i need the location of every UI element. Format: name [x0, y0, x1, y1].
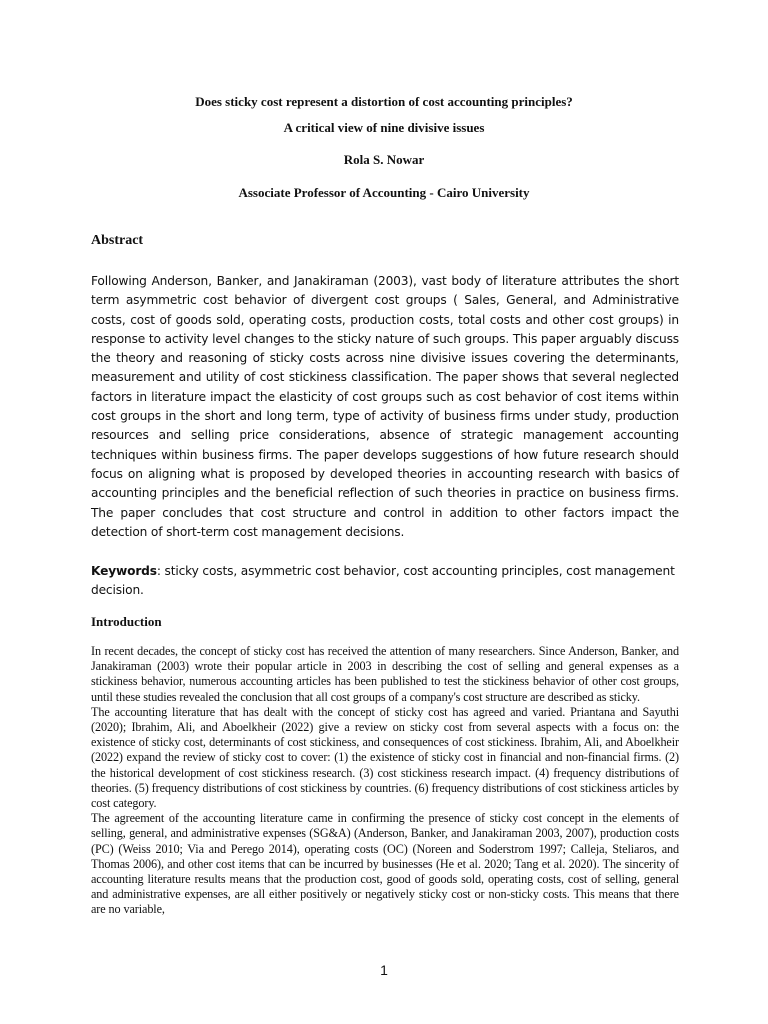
abstract-body: Following Anderson, Banker, and Janakiraman (2003), vast body of literature attributes the short term asymmetric cost behavior of divergent cost groups ( Sales, General, and Administrative costs, cost of goods sold, operating costs, production costs, total costs and other cost groups) in response to activity level changes to the sticky nature of such groups. This paper arguably discuss the theory and reasoning of sticky costs across nine divisive issues covering the determinants, measurement and utility of cost stickiness classification. The paper shows that several neglected factors in literature impact the elasticity of cost groups such as cost behavior of cost items within cost groups in the short and long term, type of activity of business firms under study, production resources and selling price considerations, absence of strategic management accounting techniques within business firms. The paper develops suggestions of how future research should focus on aligning what is proposed by developed theories in accounting research with basics of accounting principles and the beneficial reflection of such theories in practice on business firms. The paper concludes that cost structure and control in addition to other factors impact the detection of short-term cost management decisions.	[91, 274, 679, 539]
introduction-heading: Introduction	[91, 614, 162, 629]
author-name: Rola S. Nowar	[343, 152, 425, 167]
introduction-body	[91, 644, 679, 918]
keywords-label: Keywords	[91, 564, 157, 578]
abstract-heading: Abstract	[91, 233, 144, 248]
introduction-paragraph: The agreement of the accounting literature came in confirming the presence of sticky cost concept in the elements of selling, general, and administrative expenses (SG&A) (Anderson, Banker, and Janakiraman 2003, 2007), production costs (PC) (Weiss 2010; Via and Perego 2014), operating costs (OC) (Noreen and Soderstrom 1997; Calleja, Steliaros, and Thomas 2006), and other cost items that can be incurred by businesses (He et al. 2020; Tang et al. 2020). The sincerity of accounting literature results means that the production cost, good of goods sold, operating costs, cost of selling, general and administrative expenses, are all either positively or negatively sticky cost or non-sticky costs. This means that there are no variable,	[91, 811, 679, 917]
page-number: 1	[380, 962, 388, 978]
keywords-text: : sticky costs, asymmetric cost behavior, cost accounting principles, cost management decision.	[91, 564, 675, 597]
author-affiliation: Associate Professor of Accounting - Cairo University	[238, 185, 530, 200]
introduction-paragraph: In recent decades, the concept of sticky cost has received the attention of many researchers. Since Anderson, Banker, and Janakiraman (2003) wrote their popular article in 2003 in describing the cost of selling and general expenses as a stickiness behavior, numerous accounting articles has been published to test the stickiness behavior of other cost groups, until these studies revealed the conclusion that all cost groups of a company's cost structure are described as sticky.	[91, 644, 679, 704]
introduction-paragraph: The accounting literature that has dealt with the concept of sticky cost has agreed and varied. Priantana and Sayuthi (2020); Ibrahim, Ali, and Aboelkheir (2022) give a review on sticky cost from several aspects with a focus on: the existence of sticky cost, determinants of cost stickiness, and consequences of cost stickiness. Ibrahim, Ali, and Aboelkheir (2022) expand the review of sticky cost to cover: (1) the existence of sticky cost in financial and non-financial firms. (2) the historical development of cost stickiness research. (3) cost stickiness research impact. (4) frequency distributions of theories. (5) frequency distributions of cost stickiness by countries. (6) frequency distributions of cost stickiness articles by cost category.	[91, 704, 679, 811]
paper-title-line-2: A critical view of nine divisive issues	[283, 120, 485, 135]
keywords-section	[91, 562, 679, 600]
paper-title-line-1: Does sticky cost represent a distortion of cost accounting principles?	[195, 94, 573, 109]
